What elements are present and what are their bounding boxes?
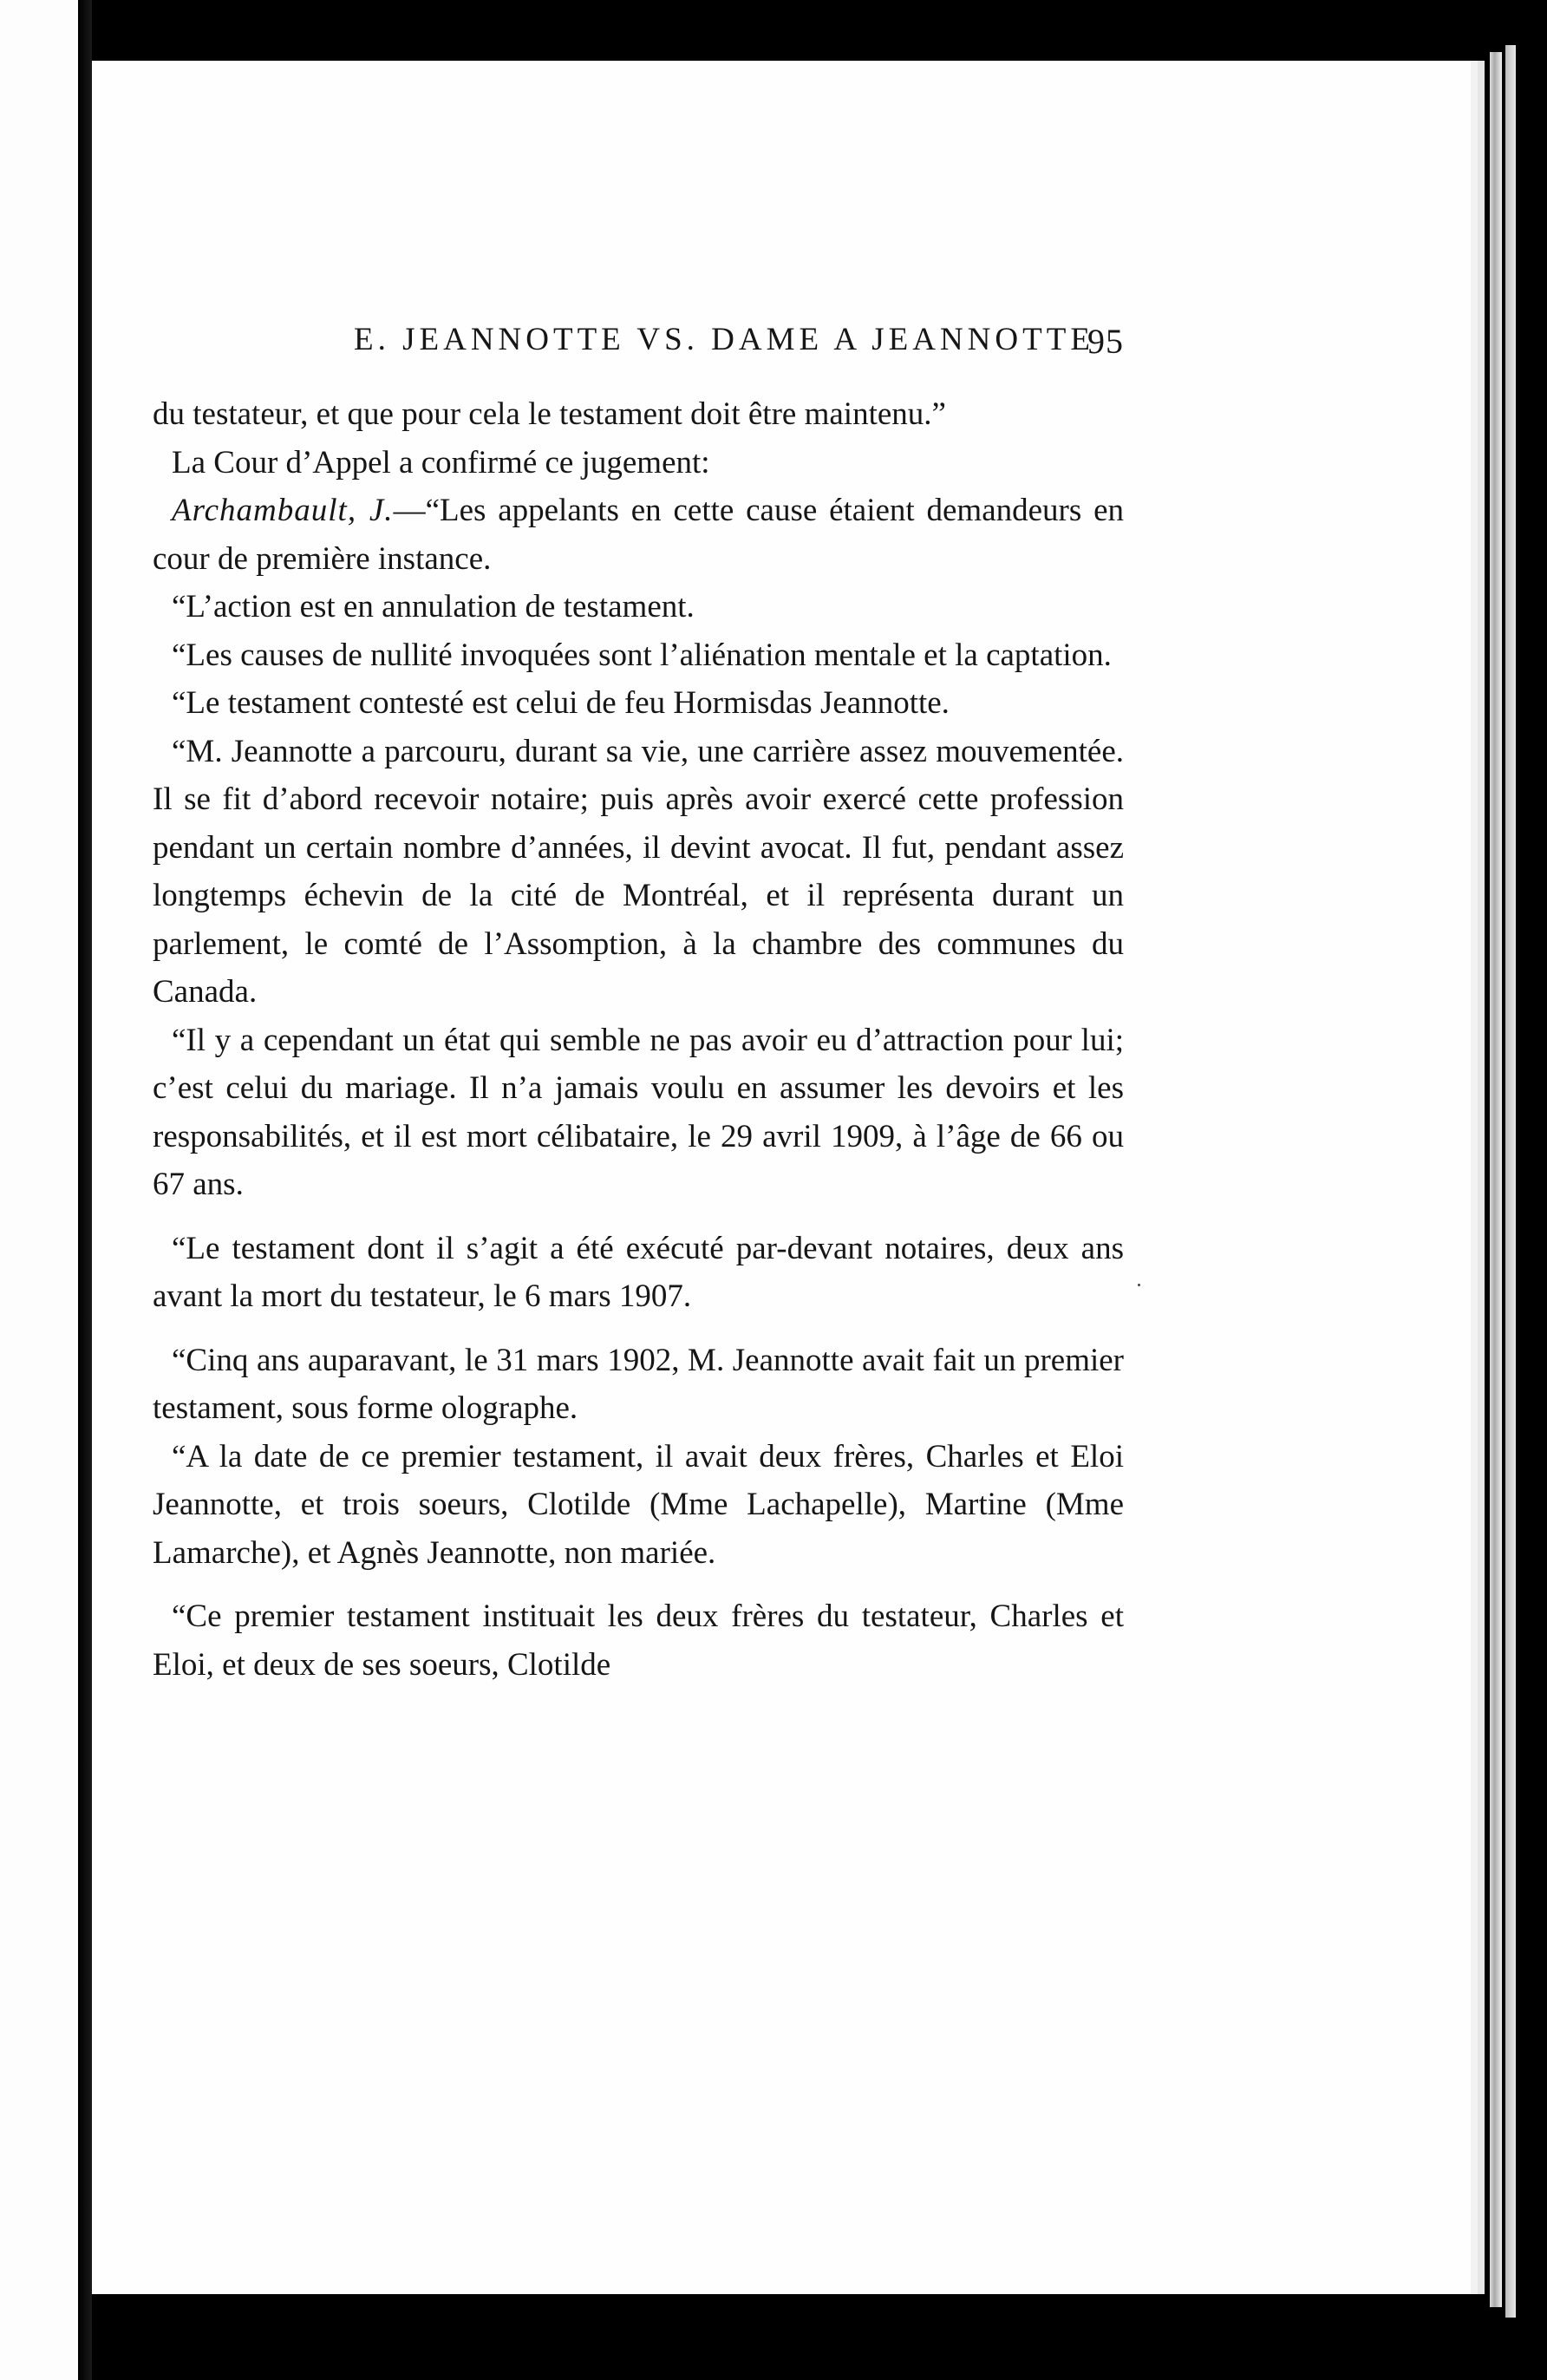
page-text [153, 321, 1124, 1689]
facing-page-edge [0, 0, 85, 2380]
paragraph-7: “M. Jeannotte a parcouru, durant sa vie, une carrière assez mouvementée. Il se fit d’abord recevoir notaire; puis après avoir exercé cette profession pendant un certain nombre d’années, il devint avocat. Il fut, pendant assez longtemps échevin de la cité de Montréal, et il représenta durant un parlement, le comté de l’Assomption, à la chambre des communes du Canada. [153, 733, 1124, 1010]
page-edge [1490, 52, 1502, 2307]
paragraph-12: “Ce premier testament instituait les deux frères du testateur, Charles et Eloi, et deux de ses soeurs, Clotilde [153, 1599, 1124, 1683]
paragraph-10: “Cinq ans auparavant, le 31 mars 1902, M. Jeannotte avait fait un premier testament, sous forme olographe. [153, 1342, 1124, 1426]
paragraph-2: La Cour d’Appel a confirmé ce jugement: [172, 444, 710, 481]
page-number: 95 [1087, 322, 1124, 361]
paragraph-8: “Il y a cependant un état qui semble ne pas avoir eu d’attraction pour lui; c’est celui du mariage. Il n’a jamais voulu en assumer les devoirs et les responsabilités, et il est mort célibataire, le 29 avril 1909, à l’âge de 66 ou 67 ans. [153, 1022, 1124, 1202]
book-gutter [78, 0, 92, 2380]
page-stack-edge [1505, 45, 1516, 2318]
paragraph-3-text: —“Les appelants en cette cause étaient demandeurs en cour de première instance. [153, 493, 1124, 577]
paragraph-6: “Le testament contesté est celui de feu Hormisdas Jeannotte. [172, 685, 950, 721]
running-title: E. JEANNOTTE VS. DAME A JEANNOTTE [354, 322, 1094, 357]
running-head [153, 321, 1124, 390]
paragraph-11: “A la date de ce premier testament, il avait deux frères, Charles et Eloi Jeannotte, et trois soeurs, Clotilde (Mme Lachapelle), Martine (Mme Lamarche), et Agnès Jeannotte, non mariée. [153, 1438, 1124, 1571]
judge-name: Archambault, J. [172, 493, 394, 528]
paragraph-5: “Les causes de nullité invoquées sont l’aliénation mentale et la captation. [172, 637, 1112, 673]
paragraph-9: “Le testament dont il s’agit a été exécuté par-devant notaires, deux ans avant la mort du testateur, le 6 mars 1907. [153, 1230, 1124, 1314]
paragraph-1: du testateur, et que pour cela le testament doit être maintenu.” [153, 396, 946, 432]
paragraph-4: “L’action est en annulation de testament. [172, 589, 695, 624]
paragraph-3 [153, 487, 1124, 583]
paper-speck [1138, 1284, 1140, 1286]
